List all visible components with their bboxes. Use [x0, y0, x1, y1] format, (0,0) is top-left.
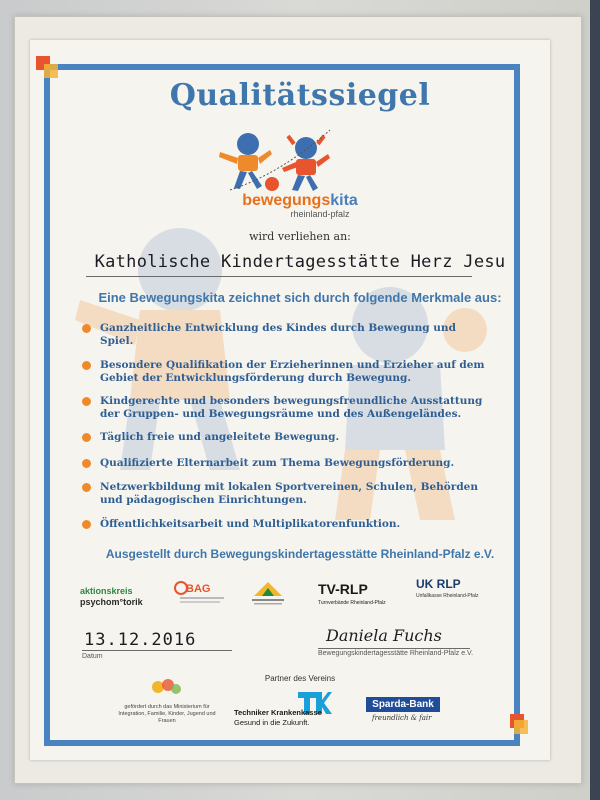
bullet-icon	[82, 520, 91, 529]
feature-item	[82, 457, 492, 470]
aktionskreis-line2: psychom°torik	[80, 597, 143, 607]
partner-heading: Partner des Vereins	[264, 674, 336, 683]
feature-item	[82, 359, 492, 385]
ministry-text: gefördert durch das Ministerium für Integration, Familie, Kinder, Jugend und Frauen	[118, 704, 216, 724]
logo-wordmark	[0, 192, 600, 210]
tk-name: Techniker Krankenkasse	[234, 708, 322, 717]
border-left	[44, 64, 50, 746]
sparda-logo: Sparda-Bank	[366, 697, 440, 712]
ministry-logo	[146, 676, 186, 698]
aktionskreis-logo	[80, 586, 143, 608]
certificate-title: Qualitätssiegel	[169, 78, 431, 113]
issue-date: 13.12.2016	[84, 630, 197, 650]
bag-logo	[172, 578, 228, 608]
border-right	[514, 64, 520, 746]
aktionskreis-line1: aktionskreis	[80, 586, 133, 596]
recipient-underline	[86, 276, 472, 277]
bullet-icon	[82, 324, 91, 333]
date-label: Datum	[82, 653, 103, 660]
tk-slogan: Gesund in die Zukunft.	[234, 718, 310, 727]
bag-label: BAG	[186, 583, 211, 595]
border-top	[44, 64, 520, 70]
feature-text: Kindgerechte und besonders bewegungsfreundliche Ausstattung der Gruppen- und Bewegungsräume und des Außengeländes.	[100, 395, 483, 420]
tv-rlp-label: TV-RLP	[318, 581, 368, 597]
feature-item	[82, 395, 492, 421]
corner-square-bottom-right-accent	[514, 720, 528, 734]
signature-label: Bewegungskindertagesstätte Rheinland-Pfalz e.V.	[318, 650, 474, 657]
uk-rlp-logo	[416, 578, 479, 602]
sportjugend-logo	[248, 578, 288, 608]
border-bottom	[44, 740, 520, 746]
awarded-to-label: wird verliehen an:	[249, 230, 351, 243]
logo-wordmark-part2: kita	[330, 192, 358, 209]
tv-rlp-logo	[318, 582, 386, 610]
features-intro: Eine Bewegungskita zeichnet sich durch folgende Merkmale aus:	[98, 290, 502, 305]
feature-item	[82, 481, 492, 507]
corner-square-top-left-accent	[44, 64, 58, 78]
issued-by: Ausgestellt durch Bewegungskindertagesstätte Rheinland-Pfalz e.V.	[105, 547, 495, 561]
sparda-slogan: freundlich & fair	[372, 714, 432, 722]
signature-underline	[318, 648, 470, 649]
feature-text: Ganzheitliche Entwicklung des Kindes durch Bewegung und Spiel.	[100, 322, 456, 347]
bullet-icon	[82, 361, 91, 370]
signature: Daniela Fuchs	[326, 626, 442, 645]
tv-rlp-sub: Turnverbände Rheinland-Pfalz	[318, 600, 386, 606]
bullet-icon	[82, 483, 91, 492]
feature-item	[82, 518, 492, 531]
date-underline	[82, 650, 232, 651]
feature-list	[82, 322, 492, 531]
feature-text: Qualifizierte Elternarbeit zum Thema Bewegungsförderung.	[100, 457, 455, 469]
logo-subtitle: rheinland-pfalz	[290, 209, 350, 219]
uk-rlp-label: UK RLP	[416, 577, 461, 591]
feature-text: Öffentlichkeitsarbeit und Multiplikatorenfunktion.	[100, 518, 401, 530]
feature-text: Netzwerkbildung mit lokalen Sportvereinen, Schulen, Behörden und pädagogischen Einrichtungen.	[100, 481, 478, 506]
feature-text: Besondere Qualifikation der Erzieherinnen und Erzieher auf dem Gebiet der Entwicklungsförderung durch Bewegung.	[100, 359, 485, 384]
uk-rlp-sub: Unfallkasse Rheinland-Pfalz	[416, 593, 479, 599]
bullet-icon	[82, 397, 91, 406]
logo-wordmark-part1: bewegungs	[242, 192, 331, 209]
recipient-name: Katholische Kindertagesstätte Herz Jesu	[94, 252, 506, 272]
feature-item	[82, 322, 492, 348]
feature-item	[82, 431, 492, 444]
bullet-icon	[82, 433, 91, 442]
bullet-icon	[82, 459, 91, 468]
feature-text: Täglich freie und angeleitete Bewegung.	[100, 431, 340, 443]
